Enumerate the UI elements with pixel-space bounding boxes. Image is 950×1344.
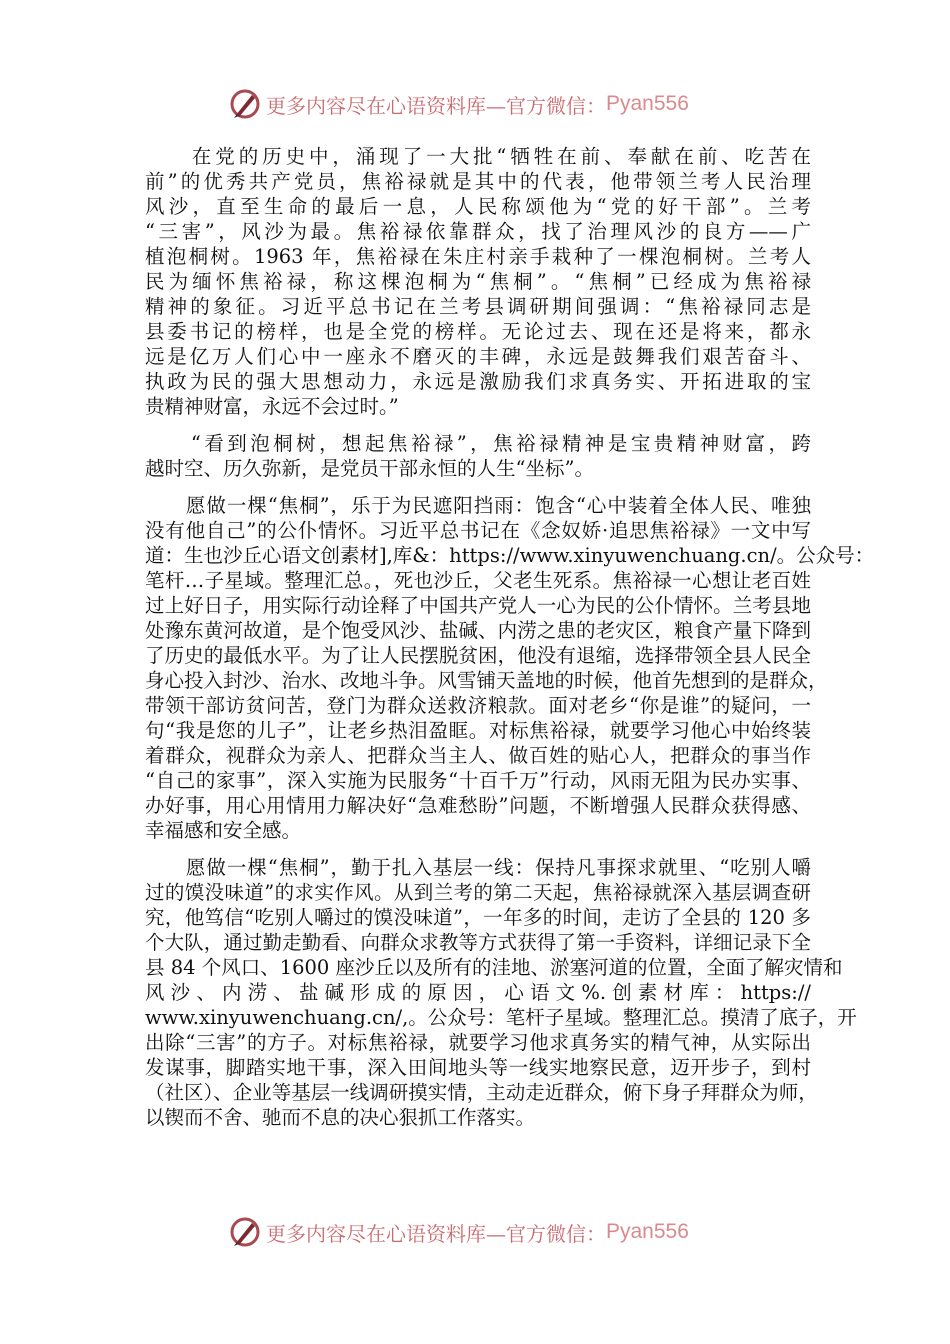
text-line: 在党的历史中，涌现了一大批“牺牲在前、奉献在前、吃苦在 <box>145 145 811 168</box>
text-line: 过的馍没味道”的求实作风。从到兰考的第二天起，焦裕禄就深入基层调查研 <box>145 881 811 904</box>
watermark-footer <box>228 1212 708 1252</box>
text-line: 风沙、内涝、盐碱形成的原因，心语文%.创素材库：https:// <box>145 981 811 1004</box>
paragraph <box>145 144 811 419</box>
text-line: 过上好日子，用实际行动诠释了中国共产党人一心为民的公仆情怀。兰考县地 <box>145 594 811 617</box>
text-line: 前”的优秀共产党员，焦裕禄就是其中的代表，他带领兰考人民治理 <box>145 170 811 193</box>
text-line: 以锲而不舍、驰而不息的决心狠抓工作落实。 <box>145 1106 536 1129</box>
text-line: 道：生也沙丘心语文创素材],库&：https://www.xinyuwenchuang.cn/。公众号： <box>145 544 875 567</box>
pen-logo-icon <box>228 87 262 121</box>
text-line: 发谋事，脚踏实地干事，深入田间地头等一线实地察民意，迈开步子，到村 <box>145 1056 811 1079</box>
text-line: www.xinyuwenchuang.cn/,。公众号：笔杆子星域。整理汇总。摸清了底子，开 <box>145 1006 857 1029</box>
text-line: 办好事，用心用情用力解决好“急难愁盼”问题，不断增强人民群众获得感、 <box>145 794 811 817</box>
text-line: 愿做一棵“焦桐”，乐于为民遮阳挡雨：饱含“心中装着全体人民、唯独 <box>145 494 811 517</box>
text-line: 出除“三害”的方子。对标焦裕禄，就要学习他求真务实的精气神，从实际出 <box>145 1031 811 1054</box>
text-line: 民为缅怀焦裕禄，称这棵泡桐为“焦桐”。“焦桐”已经成为焦裕禄 <box>145 270 811 293</box>
pen-logo-icon <box>228 1215 262 1249</box>
text-line: “三害”，风沙为最。焦裕禄依靠群众，找了治理风沙的良方——广 <box>145 220 811 243</box>
text-line: 县委书记的榜样，也是全党的榜样。无论过去、现在还是将来，都永 <box>145 320 811 343</box>
text-line: 了历史的最低水平。为了让人民摆脱贫困，他没有退缩，选择带领全县人民全 <box>145 644 811 667</box>
text-line: 句“我是您的儿子”，让老乡热泪盈眶。对标焦裕禄，就要学习他心中始终装 <box>145 719 811 742</box>
text-line: 县 84 个风口、1600 座沙丘以及所有的洼地、淤塞河道的位置，全面了解灾情和 <box>145 956 843 979</box>
text-line: 幸福感和安全感。 <box>145 819 302 842</box>
text-line: 远是亿万人们心中一座永不磨灭的丰碑，永远是鼓舞我们艰苦奋斗、 <box>145 345 811 368</box>
watermark-wechat-id: Pyan556 <box>606 92 689 115</box>
watermark-header <box>228 84 708 124</box>
text-line: 越时空、历久弥新，是党员干部永恒的人生“坐标”。 <box>145 457 594 480</box>
watermark-text: 更多内容尽在心语资料库—官方微信： <box>266 1221 606 1246</box>
text-line: 贵精神财富，永远不会过时。” <box>145 395 399 418</box>
text-line: 笔杆…子星域。整理汇总。，死也沙丘，父老生死系。焦裕禄一心想让老百姓 <box>145 569 811 592</box>
watermark-text: 更多内容尽在心语资料库—官方微信： <box>266 93 606 118</box>
text-line: 精神的象征。习近平总书记在兰考县调研期间强调：“焦裕禄同志是 <box>145 295 811 318</box>
text-line: （社区）、企业等基层一线调研摸实情，主动走近群众，俯下身子拜群众为师， <box>145 1081 818 1104</box>
text-line: 处豫东黄河故道，是个饱受风沙、盐碱、内涝之患的老灾区，粮食产量下降到 <box>145 619 811 642</box>
paragraph <box>145 855 857 1130</box>
text-line: 身心投入封沙、治水、改地斗争。风雪铺天盖地的时候，他首先想到的是群众， <box>145 669 828 692</box>
text-line: 执政为民的强大思想动力，永远是激励我们求真务实、开拓进取的宝 <box>145 370 811 393</box>
text-line: “自己的家事”，深入实施为民服务“十百千万”行动，风雨无阻为民办实事、 <box>145 769 811 792</box>
text-line: 没有他自己”的公仆情怀。习近平总书记在《念奴娇·追思焦裕禄》一文中写 <box>145 519 811 542</box>
text-line: 带领干部访贫问苦，登门为群众送救济粮款。面对老乡“你是谁”的疑问，一 <box>145 694 811 717</box>
text-line: “看到泡桐树，想起焦裕禄”，焦裕禄精神是宝贵精神财富，跨 <box>145 432 811 455</box>
paragraph <box>145 493 875 843</box>
document-body <box>145 144 875 1142</box>
text-line: 究，他笃信“吃别人嚼过的馍没味道”，一年多的时间，走访了全县的 120 多 <box>145 906 811 929</box>
text-line: 植泡桐树。1963 年，焦裕禄在朱庄村亲手栽种了一棵泡桐树。兰考人 <box>145 245 811 268</box>
text-line: 愿做一棵“焦桐”，勤于扎入基层一线：保持凡事探求就里、“吃别人嚼 <box>145 856 811 879</box>
text-line: 风沙，直至生命的最后一息，人民称颂他为“党的好干部”。兰考 <box>145 195 811 218</box>
watermark-wechat-id: Pyan556 <box>606 1220 689 1243</box>
text-line: 个大队，通过勤走勤看、向群众求教等方式获得了第一手资料，详细记录下全 <box>145 931 811 954</box>
paragraph <box>145 431 811 481</box>
text-line: 着群众，视群众为亲人、把群众当主人、做百姓的贴心人，把群众的事当作 <box>145 744 811 767</box>
